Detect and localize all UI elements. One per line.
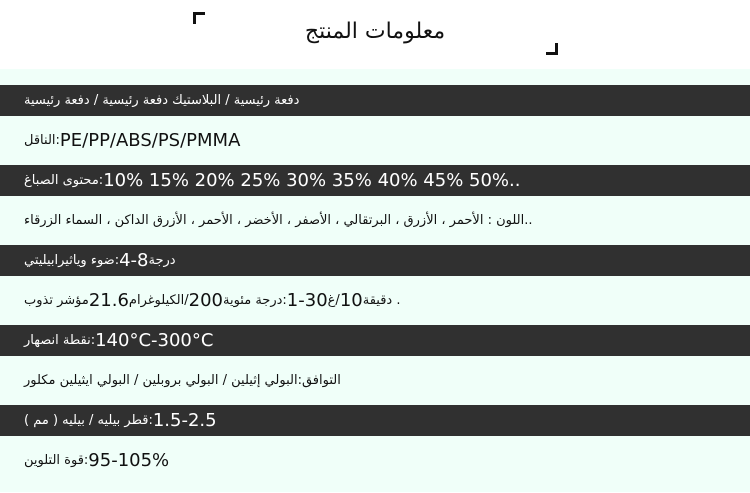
spec-suffix: درجة (148, 253, 176, 268)
spec-label: محتوى الصباغ: (24, 173, 104, 188)
spec-row-light-fastness (0, 245, 750, 276)
spec-row-melting-point (0, 325, 750, 356)
bottom-padding (0, 485, 750, 492)
spec-row-color (0, 196, 750, 245)
spec-row-melt-index (0, 276, 750, 325)
spec-label: دفعة رئيسية / البلاستيك دفعة رئيسية / دفعة رئيسية (24, 93, 300, 108)
corner-bracket-bottom-right (546, 43, 558, 55)
spec-label: الناقل: (24, 133, 60, 148)
spec-label: ضوء وياثيرابيليتي: (24, 253, 120, 268)
spec-row-pigment-content (0, 165, 750, 196)
spec-suffix: الكيلوغرام/ (128, 293, 189, 308)
spec-value: PE/PP/ABS/PS/PMMA (59, 130, 241, 151)
spec-label: اللون : الأحمر ، الأزرق ، البرتقالي ، الأصفر ، الأخضر ، الأحمر ، الأزرق الداكن ، السماء الزرقاء.. (24, 213, 533, 228)
product-info-list (0, 69, 750, 492)
page-title: معلومات المنتج (304, 19, 446, 44)
spec-value: 10% 15% 20% 25% 30% 35% 40% 45% 50%.. (103, 170, 521, 191)
spec-value-3: 1-30 (286, 290, 328, 311)
spec-suffix-3: غ/ (327, 293, 340, 308)
spacer-row (0, 69, 750, 85)
spec-value: 140°C-300°C (95, 330, 214, 351)
spec-suffix-4: دقيقة . (362, 293, 401, 308)
spec-label: قوة التلوين: (24, 453, 89, 468)
spec-label: مؤشر تذوب (24, 293, 89, 308)
spec-value: 21.6 (88, 290, 129, 311)
spec-value-4: 10 (339, 290, 363, 311)
spec-label: قطر بيليه / بيليه ( مم ): (24, 413, 153, 428)
spec-value: 1.5-2.5 (152, 410, 217, 431)
title-area (0, 0, 750, 69)
spec-row-pellet-diameter (0, 405, 750, 436)
spec-row-carrier (0, 116, 750, 165)
spec-label: نقطة انصهار: (24, 333, 96, 348)
spec-suffix-2: درجة مئوية: (223, 293, 287, 308)
spec-row-tinting-strength (0, 436, 750, 485)
spec-value: 95-105% (88, 450, 170, 471)
spec-row-compatibility (0, 356, 750, 405)
spec-value-2: 200 (188, 290, 223, 311)
spec-label: التوافق:البولي إثيلين / البولي بروبلين / البولي ايثيلين مكلور (24, 373, 341, 388)
spec-row-category (0, 85, 750, 116)
spec-value: 4-8 (119, 250, 149, 271)
